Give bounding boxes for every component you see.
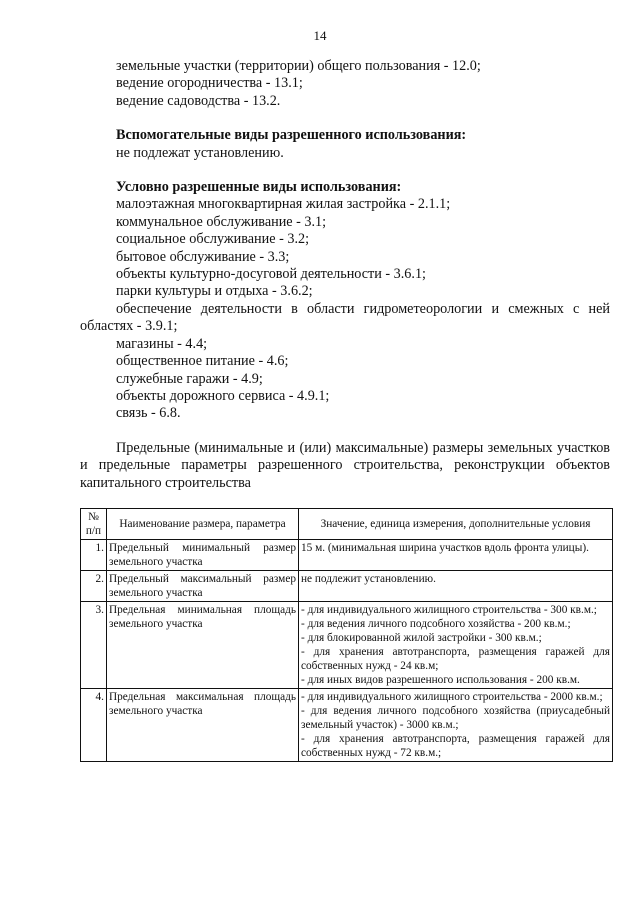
auxiliary-text: не подлежат установлению. bbox=[116, 144, 284, 161]
table-row bbox=[81, 602, 613, 689]
conditional-item: социальное обслуживание - 3.2; bbox=[116, 231, 310, 248]
conditional-item: коммунальное обслуживание - 3.1; bbox=[116, 213, 327, 230]
conditional-item: бытовое обслуживание - 3.3; bbox=[116, 248, 290, 265]
value-item: - для хранения автотранспорта, размещения гаражей для собственных нужд - 24 кв.м; bbox=[301, 646, 610, 672]
conditional-item: служебные гаражи - 4.9; bbox=[116, 370, 263, 387]
conditional-item: объекты культурно-досуговой деятельности - 3.6.1; bbox=[116, 266, 426, 283]
conditional-item-wrapped: обеспечение деятельности в области гидрометеорологии и смежных с ней bbox=[116, 300, 610, 317]
table-header-row bbox=[81, 509, 613, 540]
conditional-item: объекты дорожного сервиса - 4.9.1; bbox=[116, 387, 330, 404]
row-value bbox=[299, 689, 613, 762]
row-num: 2. bbox=[81, 571, 107, 602]
row-name: Предельная максимальная площадь земельного участка bbox=[107, 689, 299, 762]
table-row bbox=[81, 689, 613, 762]
parameters-table bbox=[80, 508, 613, 762]
conditional-heading: Условно разрешенные виды использования: bbox=[116, 179, 402, 196]
conditional-item: парки культуры и отдыха - 3.6.2; bbox=[116, 283, 313, 300]
conditional-item-wrapped-cont: областях - 3.9.1; bbox=[80, 318, 178, 335]
intro-line: ведение садоводства - 13.2. bbox=[116, 92, 281, 109]
intro-line: ведение огородничества - 13.1; bbox=[116, 75, 303, 92]
value-item: - для ведения личного подсобного хозяйства (приусадебный земельный участок) - 3000 кв.м.; bbox=[301, 705, 610, 731]
row-name: Предельный минимальный размер земельного участка bbox=[107, 540, 299, 571]
auxiliary-heading: Вспомогательные виды разрешенного использования: bbox=[116, 127, 467, 144]
header-name: Наименование размера, параметра bbox=[107, 509, 299, 540]
conditional-item: магазины - 4.4; bbox=[116, 335, 208, 352]
value-item: - для ведения личного подсобного хозяйства - 200 кв.м.; bbox=[301, 618, 571, 630]
row-name: Предельная минимальная площадь земельного участка bbox=[107, 602, 299, 689]
header-value: Значение, единица измерения, дополнительные условия bbox=[299, 509, 613, 540]
conditional-item: малоэтажная многоквартирная жилая застройка - 2.1.1; bbox=[116, 196, 451, 213]
intro-line: земельные участки (территории) общего пользования - 12.0; bbox=[116, 58, 481, 74]
row-name: Предельный максимальный размер земельного участка bbox=[107, 571, 299, 602]
value-item: - для хранения автотранспорта, размещения гаражей для собственных нужд - 72 кв.м.; bbox=[301, 733, 610, 759]
conditional-item: общественное питание - 4.6; bbox=[116, 353, 289, 370]
row-num: 4. bbox=[81, 689, 107, 762]
value-item: - для иных видов разрешенного использования - 200 кв.м. bbox=[301, 674, 580, 686]
table-row bbox=[81, 571, 613, 602]
row-value bbox=[299, 602, 613, 689]
value-item: - для индивидуального жилищного строительства - 2000 кв.м.; bbox=[301, 691, 603, 703]
page-number: 14 bbox=[313, 28, 327, 43]
row-value: не подлежит установлению. bbox=[299, 571, 613, 602]
row-num: 3. bbox=[81, 602, 107, 689]
row-value: 15 м. (минимальная ширина участков вдоль фронта улицы). bbox=[299, 540, 613, 571]
limits-paragraph: Предельные (минимальные и (или) максимальные) размеры земельных участков и предельные параметры разрешенного строительства, реконструкции объектов капитального строительства bbox=[80, 439, 610, 491]
header-num: № п/п bbox=[81, 509, 107, 540]
table-row bbox=[81, 540, 613, 571]
value-item: - для блокированной жилой застройки - 300 кв.м.; bbox=[301, 632, 542, 644]
row-num: 1. bbox=[81, 540, 107, 571]
value-item: - для индивидуального жилищного строительства - 300 кв.м.; bbox=[301, 604, 597, 616]
document-body bbox=[80, 58, 610, 492]
conditional-item: связь - 6.8. bbox=[116, 405, 181, 422]
